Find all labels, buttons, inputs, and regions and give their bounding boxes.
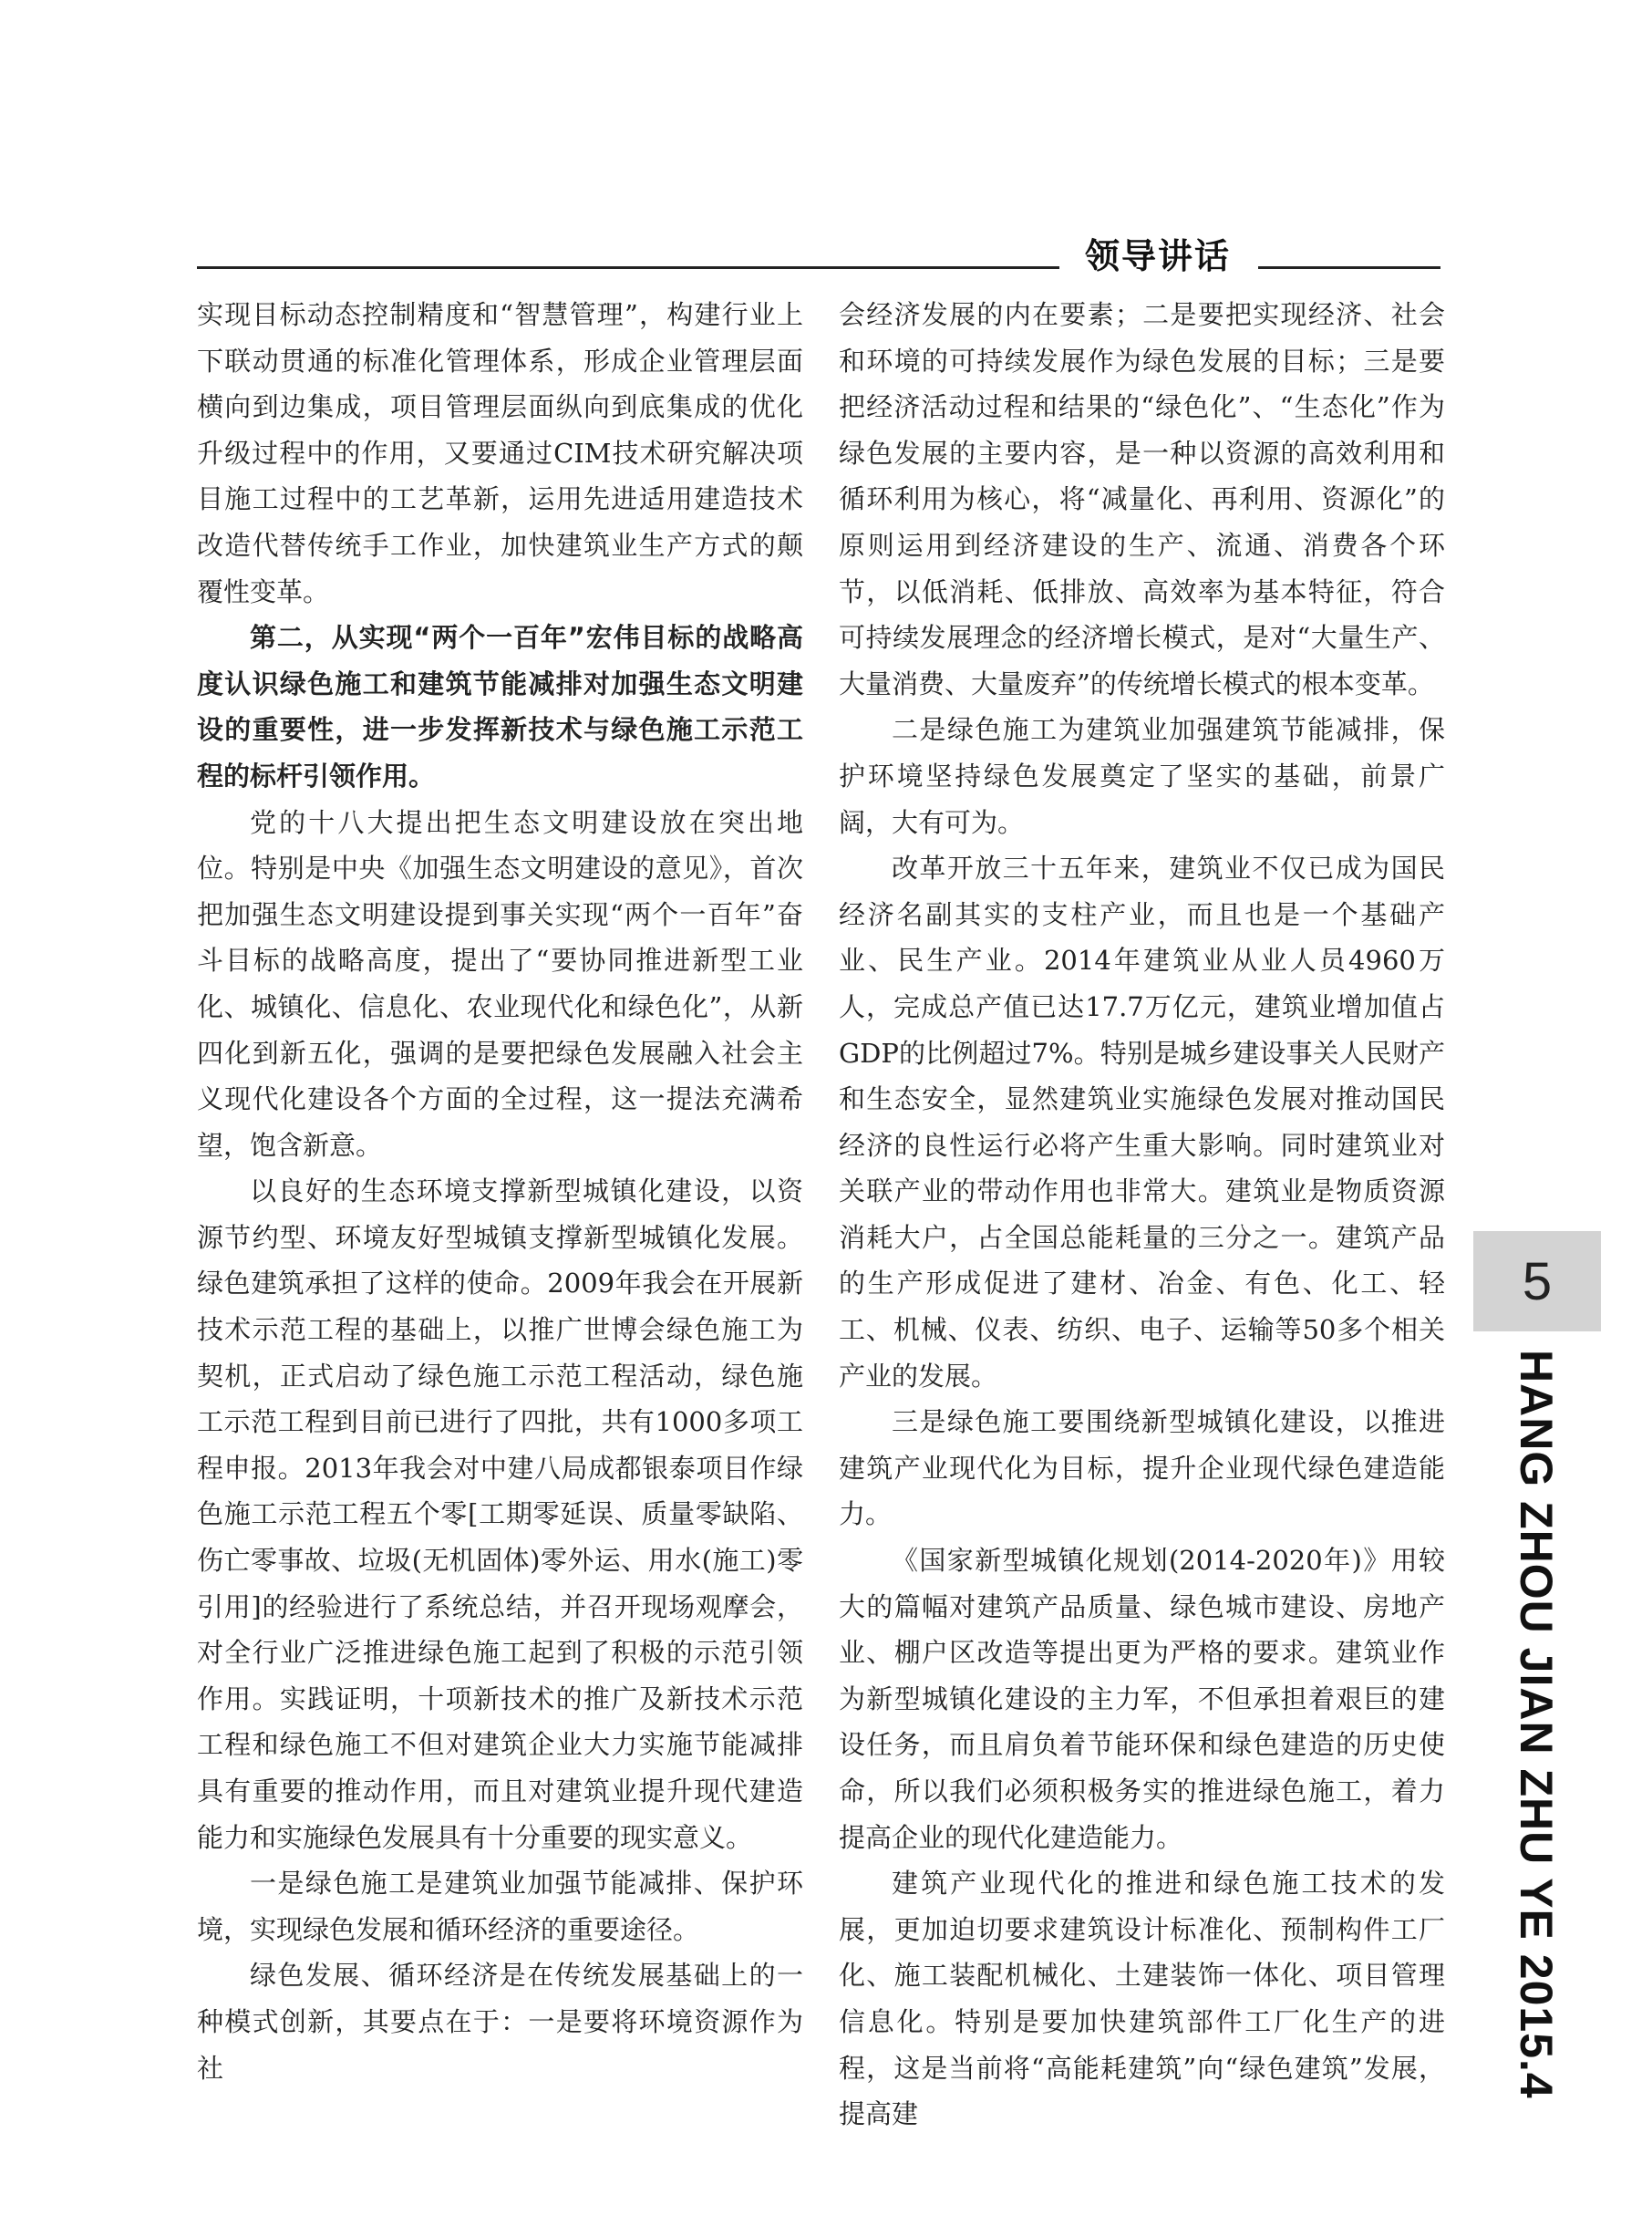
paragraph: 党的十八大提出把生态文明建设放在突出地位。特别是中央《加强生态文明建设的意见》，首次把加强生态文明建设提到事关实现“两个一百年”奋斗目标的战略高度，提出了“要协同推进新型工业化、城镇化、信息化、农业现代化和绿色化”，从新四化到新五化，强调的是要把绿色发展融入社会主义现代化建设各个方面的全过程，这一提法充满希望，饱含新意。 [197, 806, 803, 1161]
paragraph: 改革开放三十五年来，建筑业不仅已成为国民经济名副其实的支柱产业，而且也是一个基础产业、民生产业。2014年建筑业从业人员4960万人，完成总产值已达17.7万亿元，建筑业增加值占GDP的比例超过7%。特别是城乡建设事关人民财产和生态安全，显然建筑业实施绿色发展对推动国民经济的良性运行必将产生重大影响。同时建筑业对关联产业的带动作用也非常大。建筑业是物质资源消耗大户，占全国总能耗量的三分之一。建筑产品的生产形成促进了建材、冶金、有色、化工、轻工、机械、仪表、纺织、电子、运输等50多个相关产业的发展。 [839, 853, 1445, 1392]
right-column [839, 292, 1445, 2138]
paragraph: 一是绿色施工是建筑业加强节能减排、保护环境，实现绿色发展和循环经济的重要途径。 [197, 1868, 803, 1945]
magazine-sidebar [1477, 1350, 1595, 2099]
paragraph: 二是绿色施工为建筑业加强建筑节能减排，保护环境坚持绿色发展奠定了坚实的基础，前景广阔，大有可为。 [839, 714, 1445, 838]
paragraph: 建筑产业现代化的推进和绿色施工技术的发展，更加迫切要求建筑设计标准化、预制构件工厂化、施工装配机械化、土建装饰一体化、项目管理信息化。特别是要加快建筑部件工厂化生产的进程，这是当前将“高能耗建筑”向“绿色建筑”发展，提高建 [839, 1868, 1445, 2130]
page-number-tab [1473, 1231, 1601, 1331]
paragraph: 《国家新型城镇化规划(2014-2020年)》用较大的篇幅对建筑产品质量、绿色城市建设、房地产业、棚户区改造等提出更为严格的要求。建筑业作为新型城镇化建设的主力军，不但承担着艰巨的建设任务，而且肩负着节能环保和绿色建造的历史使命，所以我们必须积极务实的推进绿色施工，着力提高企业的现代化建造能力。 [839, 1545, 1445, 1853]
section-title: 领导讲话 [1085, 236, 1232, 276]
header-rule-right [1258, 266, 1440, 269]
paragraph: 会经济发展的内在要素；二是要把实现经济、社会和环境的可持续发展作为绿色发展的目标；三是要把经济活动过程和结果的“绿色化”、“生态化”作为绿色发展的主要内容，是一种以资源的高效利用和循环利用为核心，将“减量化、再利用、资源化”的原则运用到经济建设的生产、流通、消费各个环节，以低消耗、低排放、高效率为基本特征，符合可持续发展理念的经济增长模式，是对“大量生产、大量消费、大量废弃”的传统增长模式的根本变革。 [839, 299, 1445, 699]
magazine-title: HANG ZHOU JIAN ZHU YE 2015.4 [1511, 1350, 1562, 2099]
header-rule-left [197, 266, 1059, 269]
paragraph: 三是绿色施工要围绕新型城镇化建设，以推进建筑产业现代化为目标，提升企业现代绿色建造能力。 [839, 1406, 1445, 1530]
paragraph: 绿色发展、循环经济是在传统发展基础上的一种模式创新，其要点在于：一是要将环境资源作为社 [197, 1960, 803, 2084]
page-number: 5 [1522, 1251, 1553, 1311]
left-column [197, 292, 803, 2091]
paragraph: 实现目标动态控制精度和“智慧管理”，构建行业上下联动贯通的标准化管理体系，形成企业管理层面横向到边集成，项目管理层面纵向到底集成的优化升级过程中的作用，又要通过CIM技术研究解决项目施工过程中的工艺革新，运用先进适用建造技术改造代替传统手工作业，加快建筑业生产方式的颠覆性变革。 [197, 299, 803, 607]
section-heading: 第二，从实现“两个一百年”宏伟目标的战略高度认识绿色施工和建筑节能减排对加强生态文明建设的重要性，进一步发挥新技术与绿色施工示范工程的标杆引领作用。 [197, 622, 803, 792]
paragraph: 以良好的生态环境支撑新型城镇化建设，以资源节约型、环境友好型城镇支撑新型城镇化发展。绿色建筑承担了这样的使命。2009年我会在开展新技术示范工程的基础上，以推广世博会绿色施工为契机，正式启动了绿色施工示范工程活动，绿色施工示范工程到目前已进行了四批，共有1000多项工程申报。2013年我会对中建八局成都银泰项目作绿色施工示范工程五个零[工期零延误、质量零缺陷、伤亡零事故、垃圾(无机固体)零外运、用水(施工)零引用]的经验进行了系统总结，并召开现场观摩会，对全行业广泛推进绿色施工起到了积极的示范引领作用。实践证明，十项新技术的推广及新技术示范工程和绿色施工不但对建筑企业大力实施节能减排具有重要的推动作用，而且对建筑业提升现代建造能力和实施绿色发展具有十分重要的现实意义。 [197, 1175, 803, 1853]
